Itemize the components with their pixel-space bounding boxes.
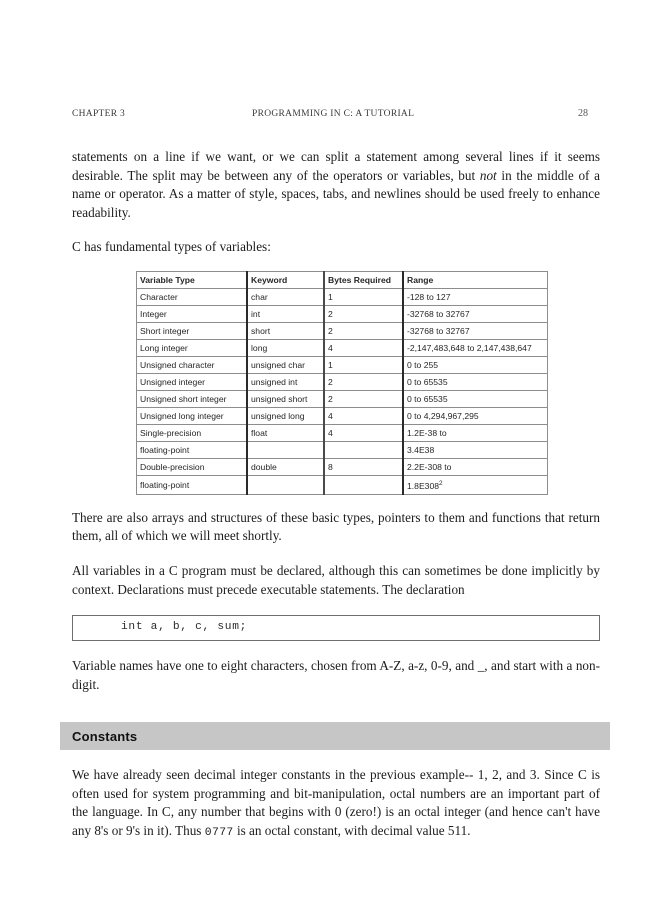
column-header-variable-type: Variable Type bbox=[137, 271, 248, 288]
cell-variable-type: Short integer bbox=[137, 322, 248, 339]
cell-keyword: char bbox=[247, 288, 324, 305]
cell-variable-type: Unsigned long integer bbox=[137, 407, 248, 424]
cell-range: -32768 to 32767 bbox=[403, 322, 548, 339]
paragraph-statements-part2: in the middle of a name or operator. As a matter of style, spaces, tabs, and newlines should be used freely to enhance readability. bbox=[72, 167, 600, 220]
cell-variable-type: Long integer bbox=[137, 339, 248, 356]
column-header-bytes-required: Bytes Required bbox=[324, 271, 403, 288]
paragraph-statements bbox=[72, 148, 600, 222]
cell-range: -2,147,483,648 to 2,147,438,647 bbox=[403, 339, 548, 356]
cell-keyword: unsigned short bbox=[247, 390, 324, 407]
cell-bytes-required: 1 bbox=[324, 288, 403, 305]
table-row bbox=[137, 475, 548, 494]
cell-variable-type: Character bbox=[137, 288, 248, 305]
cell-range-value: 1.8E308 bbox=[407, 480, 440, 491]
table-row bbox=[137, 288, 548, 305]
cell-bytes-required: 2 bbox=[324, 390, 403, 407]
cell-keyword bbox=[247, 475, 324, 494]
cell-keyword: unsigned int bbox=[247, 373, 324, 390]
table-row bbox=[137, 356, 548, 373]
column-header-keyword: Keyword bbox=[247, 271, 324, 288]
cell-bytes-required: 1 bbox=[324, 356, 403, 373]
table-header-row bbox=[137, 271, 548, 288]
cell-variable-type: Double-precision bbox=[137, 458, 248, 475]
cell-range bbox=[403, 475, 548, 494]
cell-range: 3.4E38 bbox=[403, 441, 548, 458]
variable-types-table-wrapper bbox=[72, 271, 600, 495]
cell-keyword: int bbox=[247, 305, 324, 322]
paragraph-declarations: All variables in a C program must be declared, although this can sometimes be done implicitly by context. Declarations must precede executable statements. The declaration bbox=[72, 563, 600, 597]
cell-range: 1.2E-38 to bbox=[403, 424, 548, 441]
cell-variable-type: Single-precision bbox=[137, 424, 248, 441]
cell-bytes-required: 2 bbox=[324, 373, 403, 390]
paragraph-statements-part1: statements on a line if we want, or we can split a statement among several lines if it seems desirable. The split may be between any of the operators or variables, but bbox=[72, 149, 600, 183]
section-heading-band bbox=[60, 722, 610, 750]
octal-literal: 0777 bbox=[204, 826, 234, 839]
section-heading-constants: Constants bbox=[72, 729, 138, 744]
table-row bbox=[137, 458, 548, 475]
cell-variable-type: Integer bbox=[137, 305, 248, 322]
code-block bbox=[72, 615, 600, 641]
cell-bytes-required: 4 bbox=[324, 424, 403, 441]
cell-bytes-required: 4 bbox=[324, 339, 403, 356]
code-line-declaration: int a, b, c, sum; bbox=[121, 621, 248, 634]
cell-range: -128 to 127 bbox=[403, 288, 548, 305]
cell-variable-type: Unsigned integer bbox=[137, 373, 248, 390]
cell-keyword: float bbox=[247, 424, 324, 441]
table-row bbox=[137, 339, 548, 356]
cell-variable-type: Unsigned character bbox=[137, 356, 248, 373]
table-row bbox=[137, 390, 548, 407]
paragraph-fundamental-types: C has fundamental types of variables: bbox=[72, 239, 271, 255]
cell-keyword bbox=[247, 441, 324, 458]
paragraph-statements-emphasis: not bbox=[479, 167, 497, 183]
cell-variable-type: Unsigned short integer bbox=[137, 390, 248, 407]
column-header-range: Range bbox=[403, 271, 548, 288]
cell-variable-type: floating-point bbox=[137, 441, 248, 458]
cell-range: -32768 to 32767 bbox=[403, 305, 548, 322]
cell-range: 0 to 4,294,967,295 bbox=[403, 407, 548, 424]
table-row bbox=[137, 441, 548, 458]
paragraph-octal-part2: is an octal constant, with decimal value 511. bbox=[233, 822, 471, 838]
cell-keyword: unsigned char bbox=[247, 356, 324, 373]
variable-types-table-body bbox=[137, 271, 548, 494]
cell-bytes-required: 2 bbox=[324, 305, 403, 322]
cell-bytes-required bbox=[324, 475, 403, 494]
cell-bytes-required: 8 bbox=[324, 458, 403, 475]
paragraph-arrays-structures: There are also arrays and structures of these basic types, pointers to them and functions that return them, all of which we will meet shortly. bbox=[72, 509, 600, 544]
table-row bbox=[137, 305, 548, 322]
paragraph-octal-constants bbox=[72, 766, 600, 842]
running-header bbox=[72, 108, 588, 124]
page-content bbox=[72, 148, 600, 710]
cell-keyword: double bbox=[247, 458, 324, 475]
cell-bytes-required bbox=[324, 441, 403, 458]
header-chapter-label: CHAPTER 3 bbox=[72, 109, 126, 119]
header-book-title: PROGRAMMING IN C: A TUTORIAL bbox=[252, 109, 415, 119]
table-row bbox=[137, 424, 548, 441]
cell-variable-type: floating-point bbox=[137, 475, 248, 494]
cell-keyword: unsigned long bbox=[247, 407, 324, 424]
table-row bbox=[137, 407, 548, 424]
cell-range: 0 to 65535 bbox=[403, 390, 548, 407]
cell-keyword: short bbox=[247, 322, 324, 339]
page-number: 28 bbox=[578, 108, 588, 119]
cell-range: 0 to 65535 bbox=[403, 373, 548, 390]
cell-bytes-required: 2 bbox=[324, 322, 403, 339]
variable-types-table bbox=[136, 271, 548, 495]
cell-range: 0 to 255 bbox=[403, 356, 548, 373]
cell-keyword: long bbox=[247, 339, 324, 356]
section-body-constants bbox=[72, 766, 600, 858]
cell-range: 2.2E-308 to bbox=[403, 458, 548, 475]
cell-bytes-required: 4 bbox=[324, 407, 403, 424]
table-row bbox=[137, 373, 548, 390]
table-row bbox=[137, 322, 548, 339]
paragraph-octal-part1: We have already seen decimal integer constants in the previous example-- 1, 2, and 3. Since C is often used for system programming and bit-manipulation, octal numbers are an important part of the language. In C, any number that begins with 0 (zero!) is an octal integer (and hence can't have any 8's or 9's in it). Thus bbox=[72, 767, 600, 838]
footnote-marker: 2 bbox=[439, 479, 443, 487]
paragraph-variable-names: Variable names have one to eight characters, chosen from A-Z, a-z, 0-9, and _, and start with a non-digit. bbox=[72, 658, 600, 692]
